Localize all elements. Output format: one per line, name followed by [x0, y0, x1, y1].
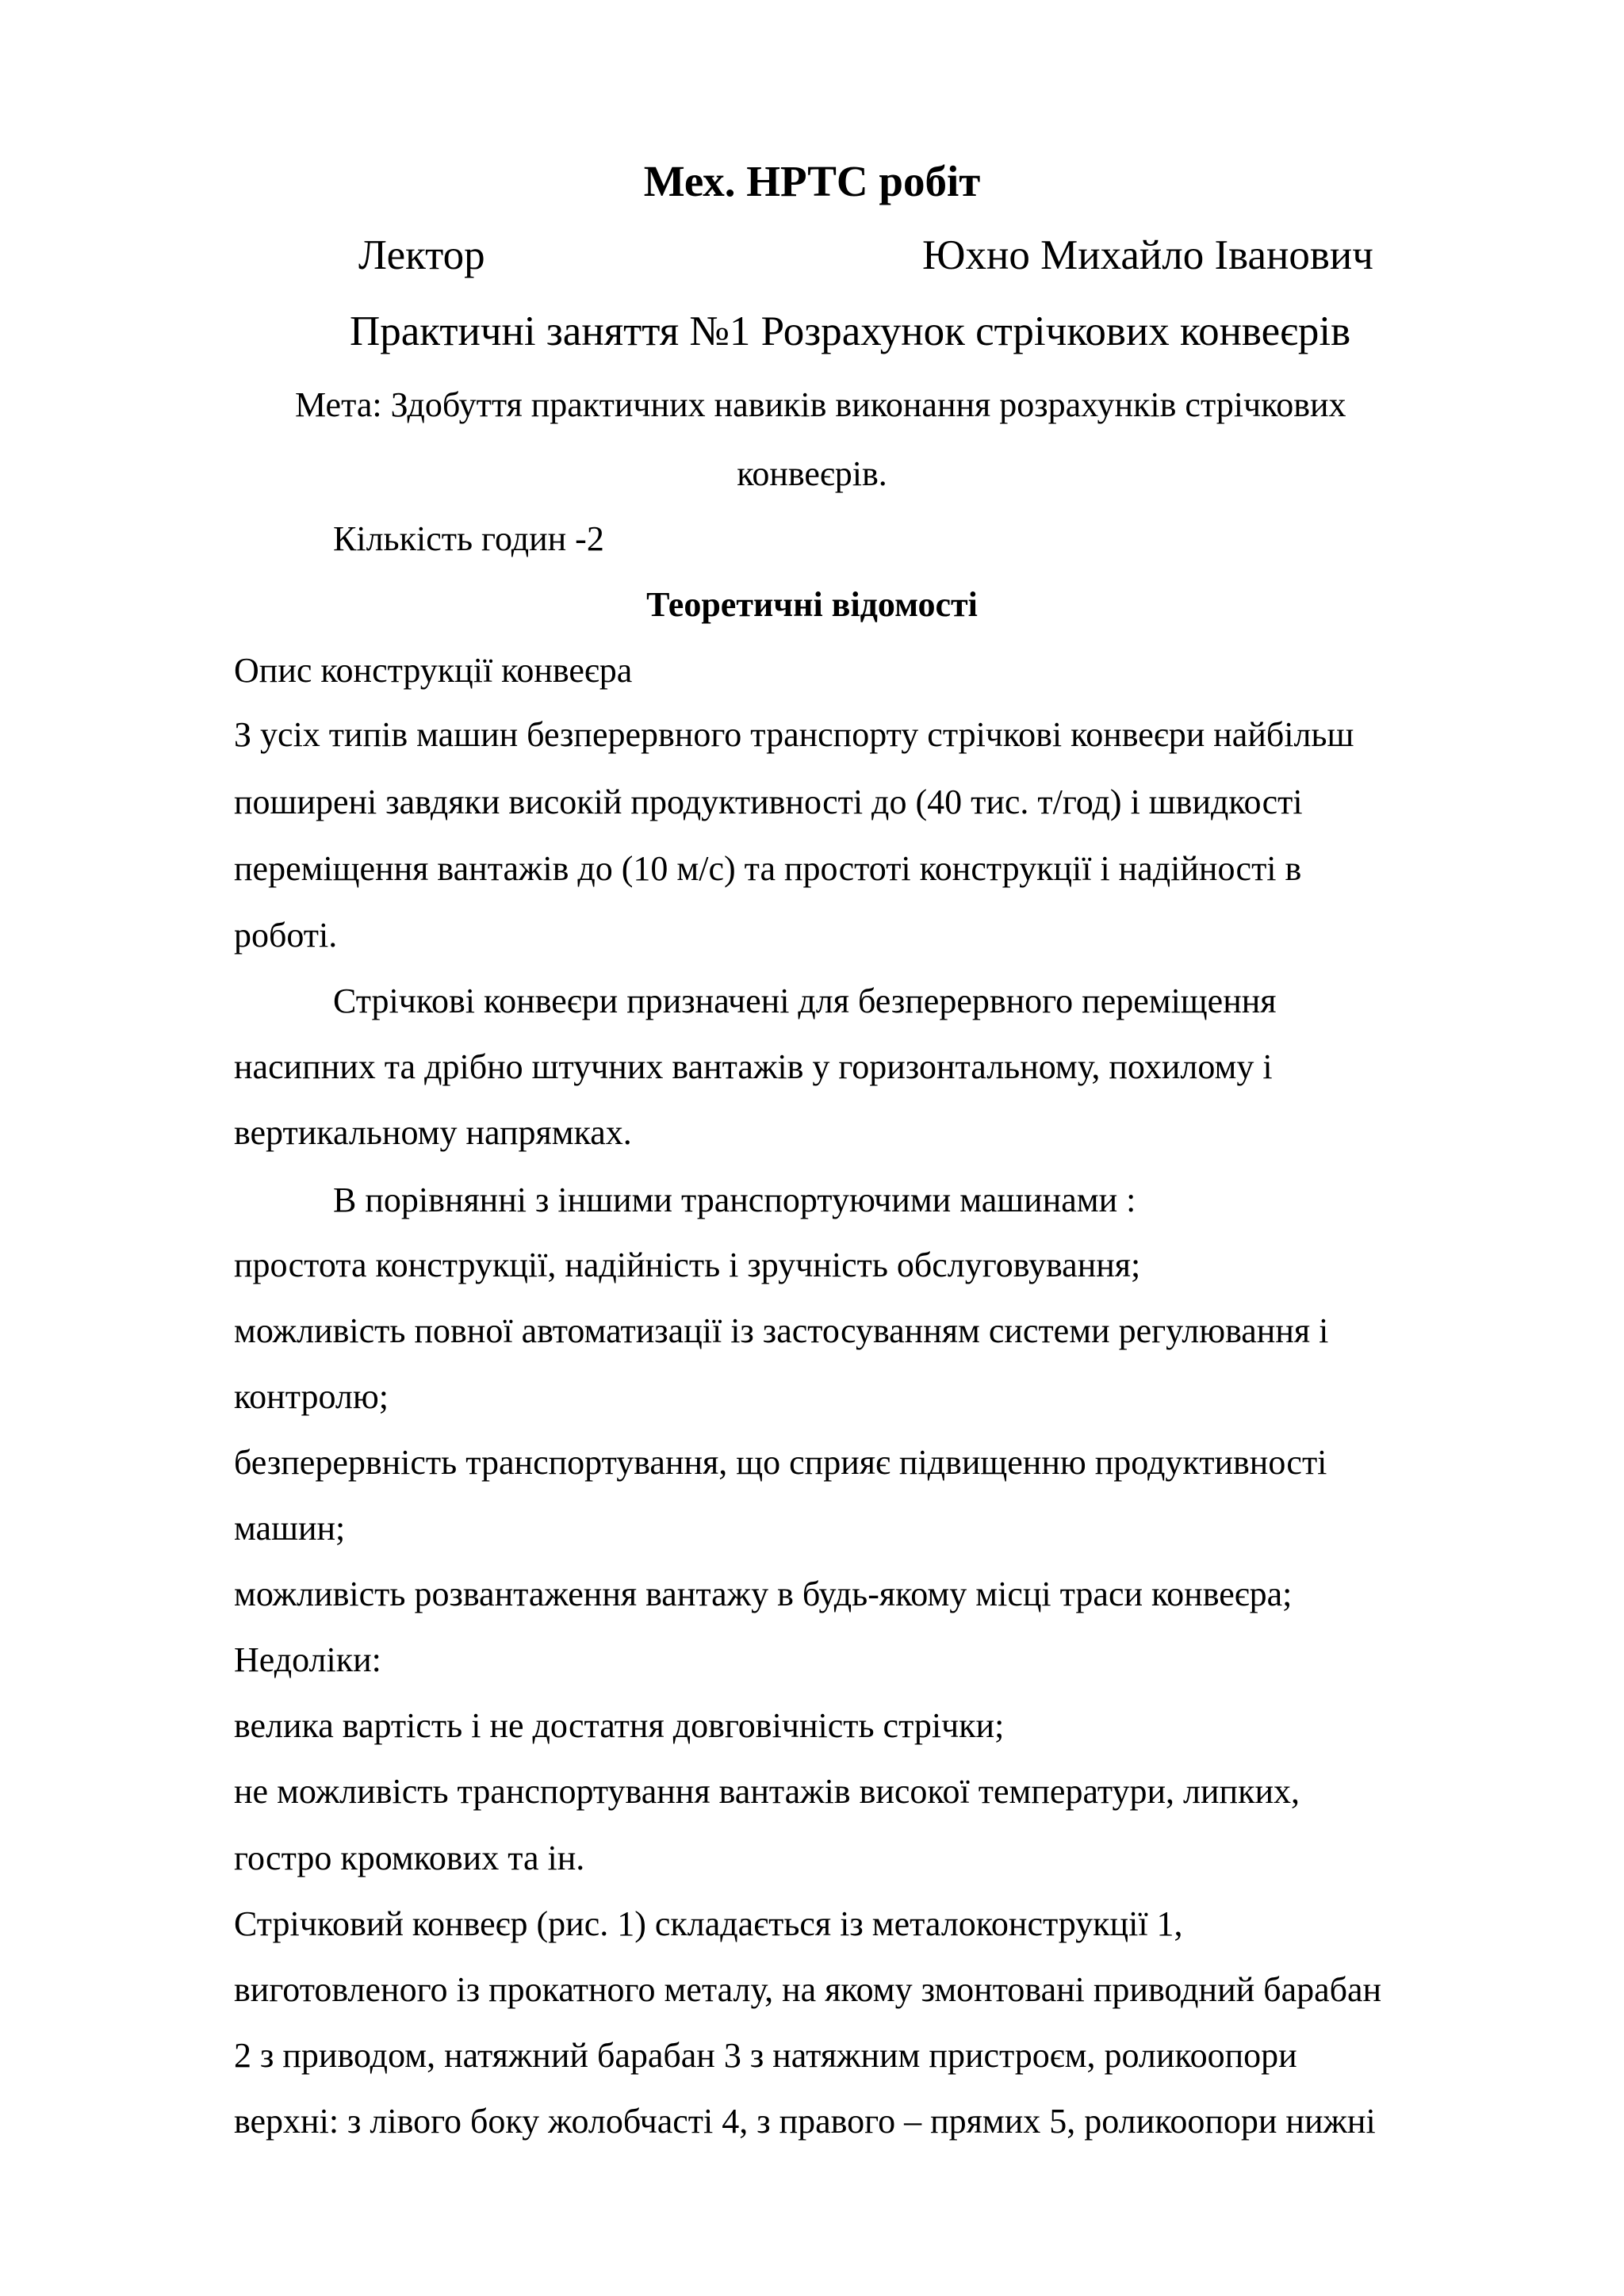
body-line: велика вартість і не достатня довговічність стрічки;	[234, 1706, 1005, 1745]
goal-line-1: Мета: Здобуття практичних навиків виконання розрахунків стрічкових	[295, 385, 1346, 424]
body-line: переміщення вантажів до (10 м/с) та простоті конструкції і надійності в	[234, 849, 1302, 888]
section-heading: Теоретичні відомості	[646, 585, 978, 624]
hours-count: Кількість годин -2	[333, 519, 604, 558]
body-line: простота конструкції, надійність і зручність обслуговування;	[234, 1246, 1141, 1284]
body-line: Стрічковий конвеєр (рис. 1) складається із металоконструкції 1,	[234, 1904, 1183, 1943]
body-line: гостро кромкових та ін.	[234, 1839, 585, 1877]
body-line: безперервність транспортування, що сприяє підвищенню продуктивності	[234, 1443, 1327, 1482]
body-line: поширені завдяки високій продуктивності до (40 тис. т/год) і швидкості	[234, 783, 1303, 821]
section-subheading: Опис конструкції конвеєра	[234, 651, 633, 690]
body-line: 2 з приводом, натяжний барабан 3 з натяжним пристроєм, роликоопори	[234, 2036, 1297, 2075]
lecturer-name: Юхно Михайло Іванович	[922, 232, 1373, 278]
body-line: машин;	[234, 1509, 346, 1548]
body-line: контролю;	[234, 1377, 389, 1416]
body-line: З усіх типів машин безперервного транспорту стрічкові конвеєри найбільш	[234, 715, 1354, 754]
body-line: верхні: з лівого боку жолобчасті 4, з правого – прямих 5, роликоопори нижні	[234, 2102, 1376, 2141]
goal-line-2: конвеєрів.	[737, 454, 887, 493]
body-line: Стрічкові конвеєри призначені для безперервного переміщення	[333, 982, 1277, 1020]
body-line: можливість розвантаження вантажу в будь-якому місці траси конвеєра;	[234, 1575, 1293, 1613]
body-line: В порівнянні з іншими транспортуючими машинами :	[333, 1181, 1136, 1219]
lecturer-label: Лектор	[358, 232, 485, 278]
body-line: можливість повної автоматизації із застосуванням системи регулювання і	[234, 1311, 1329, 1350]
body-line: не можливість транспортування вантажів високої температури, липких,	[234, 1772, 1300, 1811]
body-line: Недоліки:	[234, 1640, 381, 1679]
body-line: роботі.	[234, 916, 338, 955]
body-line: насипних та дрібно штучних вантажів у горизонтальному, похилому і	[234, 1047, 1273, 1086]
document-title: Мех. НРТС робіт	[643, 157, 981, 205]
body-line: вертикальному напрямках.	[234, 1113, 632, 1152]
body-line: виготовленого із прокатного металу, на якому змонтовані приводний барабан	[234, 1970, 1382, 2009]
practical-topic: Практичні заняття №1 Розрахунок стрічкових конвеєрів	[350, 308, 1351, 354]
